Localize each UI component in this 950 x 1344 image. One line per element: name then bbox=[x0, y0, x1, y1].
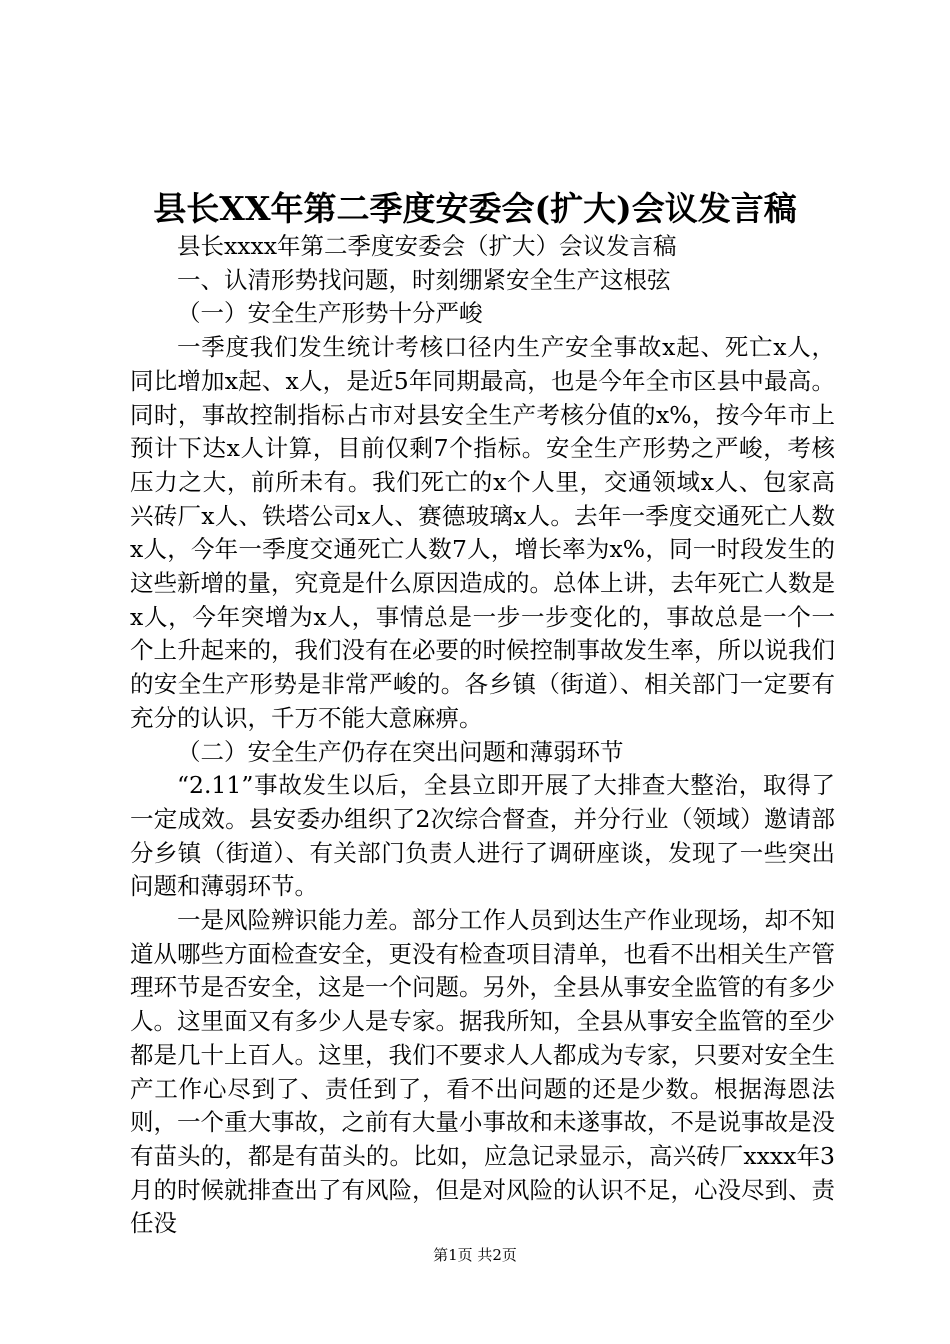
paragraph-situation: 一季度我们发生统计考核口径内生产安全事故x起、死亡x人，同比增加x起、x人，是近5年同期最高，也是今年全市区县中最高。同时，事故控制指标占市对县安全生产考核分值的x%，按今年市上预计下达x人计算，目前仅剩7个指标。安全生产形势之严峻，考核压力之大，前所未有。我们死亡的x个人里，交通领域x人、包家高兴砖厂x人、铁塔公司x人、赛德玻璃x人。去年一季度交通死亡人数x人，今年一季度交通死亡人数7人，增长率为x%，同一时段发生的这些新增的量，究竟是什么原因造成的。总体上讲，去年死亡人数是x人，今年突增为x人，事情总是一步一步变化的，事故总是一个一个上升起来的，我们没有在必要的时候控制事故发生率，所以说我们的安全生产形势是非常严峻的。各乡镇（街道）、相关部门一定要有充分的认识，千万不能大意麻痹。 bbox=[130, 333, 835, 732]
document-body bbox=[130, 230, 835, 1241]
paragraph-subsection-heading-1: （一）安全生产形势十分严峻 bbox=[177, 299, 483, 328]
paragraph-risk-identification: 一是风险辨识能力差。部分工作人员到达生产作业现场，却不知道从哪些方面检查安全，更没有检查项目清单，也看不出相关生产管理环节是否安全，这是一个问题。另外，全县从事安全监管的有多少人。这里面又有多少人是专家。据我所知，全县从事安全监管的至少都是几十上百人。这里，我们不要求人人都成为专家，只要对安全生产工作心尽到了、责任到了，看不出问题的还是少数。根据海恩法则，一个重大事故，之前有大量小事故和未遂事故，不是说事故是没有苗头的，都是有苗头的。比如，应急记录显示，高兴砖厂xxxx年3月的时候就排查出了有风险，但是对风险的认识不足，心没尽到、责任没 bbox=[130, 906, 835, 1238]
paragraph-section-heading-1: 一、认清形势找问题，时刻绷紧安全生产这根弦 bbox=[177, 265, 671, 294]
paragraph-subtitle: 县长xxxx年第二季度安委会（扩大）会议发言稿 bbox=[177, 232, 677, 260]
paragraph-subsection-heading-2: （二）安全生产仍存在突出问题和薄弱环节 bbox=[177, 737, 624, 766]
document-title: 县长XX年第二季度安委会(扩大)会议发言稿 bbox=[153, 189, 797, 228]
page-footer: 第1页 共2页 bbox=[433, 1246, 517, 1264]
paragraph-investigation: “2.11”事故发生以后，全县立即开展了大排查大整治，取得了一定成效。县安委办组织了2次综合督查，并分行业（领域）邀请部分乡镇（街道）、有关部门负责人进行了调研座谈，发现了一些突出问题和薄弱环节。 bbox=[130, 771, 835, 901]
